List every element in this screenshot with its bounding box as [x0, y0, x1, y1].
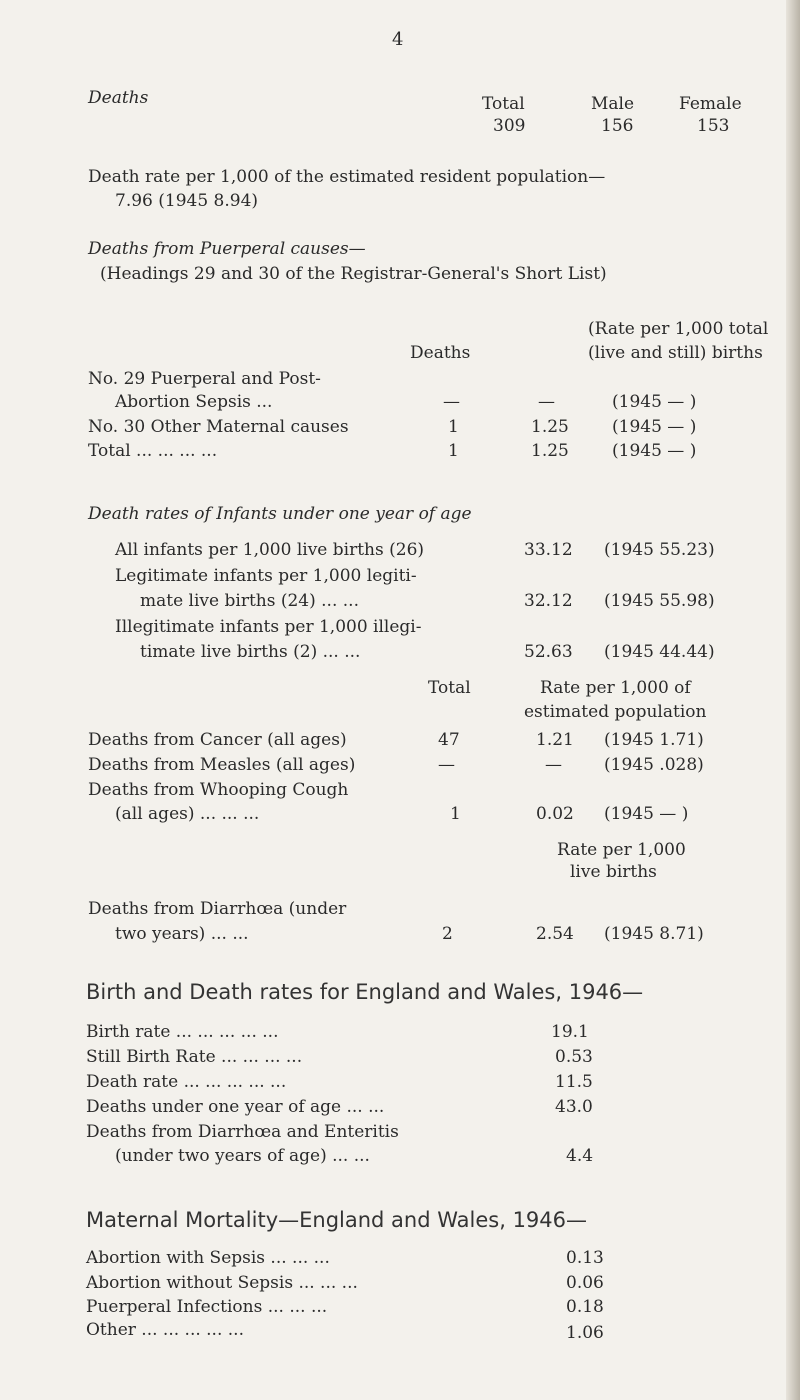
- cancer-prev: (1945 1.71): [604, 730, 704, 750]
- england-wales-heading: Birth and Death rates for England and Wales, 1946—: [86, 980, 644, 1004]
- puerperal-row1-label-line2: Abortion Sepsis ...: [115, 392, 273, 412]
- infants-row3-prev: (1945 44.44): [604, 642, 715, 662]
- infants-row3-label-line2: timate live births (2) ... ...: [140, 642, 361, 662]
- infants-row1-label: All infants per 1,000 live births (26): [115, 540, 425, 560]
- maternal-row1-value: 0.13: [566, 1248, 604, 1268]
- deaths-col-female: Female: [679, 94, 742, 114]
- puerperal-row3-rate: 1.25: [531, 441, 569, 461]
- diseases-col-total: Total: [428, 678, 471, 698]
- deaths-heading: Deaths: [88, 88, 149, 108]
- puerperal-col-rate-line1: (Rate per 1,000 total: [588, 319, 769, 339]
- puerperal-row3-label: Total ... ... ... ...: [88, 441, 218, 461]
- page-number: 4: [392, 29, 404, 50]
- measles-rate: —: [545, 755, 562, 775]
- infants-row1-value: 33.12: [524, 540, 573, 560]
- maternal-row2-value: 0.06: [566, 1273, 604, 1293]
- deaths-col-total: Total: [482, 94, 525, 114]
- death-rate-line2: 7.96 (1945 8.94): [115, 191, 259, 211]
- whooping-total: 1: [450, 804, 461, 824]
- measles-label: Deaths from Measles (all ages): [88, 755, 356, 775]
- puerperal-row1-label-line1: No. 29 Puerperal and Post-: [88, 369, 321, 389]
- maternal-row4-value: 1.06: [566, 1323, 604, 1343]
- ew-death-value: 11.5: [555, 1072, 593, 1092]
- maternal-row4-label: Other ... ... ... ... ...: [86, 1320, 244, 1340]
- puerperal-subheading: (Headings 29 and 30 of the Registrar-General's Short List): [100, 264, 607, 284]
- whooping-rate: 0.02: [536, 804, 574, 824]
- deaths-total: 309: [493, 116, 526, 136]
- diarrhoea-label-line2: two years) ... ...: [115, 924, 249, 944]
- puerperal-heading: Deaths from Puerperal causes—: [88, 239, 366, 259]
- whooping-prev: (1945 — ): [604, 804, 689, 824]
- ew-birth-value: 19.1: [551, 1022, 589, 1042]
- ew-birth-label: Birth rate ... ... ... ... ...: [86, 1022, 279, 1042]
- diarrhoea-prev: (1945 8.71): [604, 924, 704, 944]
- measles-total: —: [438, 755, 455, 775]
- maternal-row3-label: Puerperal Infections ... ... ...: [86, 1297, 328, 1317]
- puerperal-row3-prev: (1945 — ): [612, 441, 697, 461]
- maternal-heading: Maternal Mortality—England and Wales, 1946—: [86, 1208, 588, 1232]
- puerperal-col-deaths: Deaths: [410, 343, 471, 363]
- infants-row3-value: 52.63: [524, 642, 573, 662]
- puerperal-row1-prev: (1945 — ): [612, 392, 697, 412]
- ew-under-one-value: 43.0: [555, 1097, 593, 1117]
- deaths-female: 153: [697, 116, 730, 136]
- measles-prev: (1945 .028): [604, 755, 704, 775]
- ew-still-label: Still Birth Rate ... ... ... ...: [86, 1047, 303, 1067]
- live-rate-line1: Rate per 1,000: [557, 840, 686, 860]
- ew-under-one-label: Deaths under one year of age ... ...: [86, 1097, 385, 1117]
- infants-row2-prev: (1945 55.98): [604, 591, 715, 611]
- ew-diarrhoea-value: 4.4: [566, 1146, 594, 1166]
- infants-row2-label-line1: Legitimate infants per 1,000 legiti-: [115, 566, 417, 586]
- infants-row2-value: 32.12: [524, 591, 573, 611]
- diarrhoea-total: 2: [442, 924, 453, 944]
- deaths-col-male: Male: [591, 94, 635, 114]
- puerperal-row2-deaths: 1: [448, 417, 459, 437]
- diarrhoea-label-line1: Deaths from Diarrhœa (under: [88, 899, 347, 919]
- diseases-col-rate-line2: estimated population: [524, 702, 707, 722]
- diarrhoea-rate: 2.54: [536, 924, 574, 944]
- ew-death-label: Death rate ... ... ... ... ...: [86, 1072, 287, 1092]
- puerperal-row2-label: No. 30 Other Maternal causes: [88, 417, 349, 437]
- puerperal-row2-prev: (1945 — ): [612, 417, 697, 437]
- puerperal-row2-rate: 1.25: [531, 417, 569, 437]
- infants-row1-prev: (1945 55.23): [604, 540, 715, 560]
- ew-diarrhoea-label-line1: Deaths from Diarrhœa and Enteritis: [86, 1122, 399, 1142]
- death-rate-line1: Death rate per 1,000 of the estimated resident population—: [88, 167, 606, 187]
- infants-row2-label-line2: mate live births (24) ... ...: [140, 591, 359, 611]
- maternal-row1-label: Abortion with Sepsis ... ... ...: [86, 1248, 330, 1268]
- maternal-row3-value: 0.18: [566, 1297, 604, 1317]
- ew-still-value: 0.53: [555, 1047, 593, 1067]
- whooping-label-line2: (all ages) ... ... ...: [115, 804, 260, 824]
- puerperal-row1-rate: —: [538, 392, 555, 412]
- infants-row3-label-line1: Illegitimate infants per 1,000 illegi-: [115, 617, 422, 637]
- cancer-rate: 1.21: [536, 730, 574, 750]
- maternal-row2-label: Abortion without Sepsis ... ... ...: [86, 1273, 358, 1293]
- infants-heading: Death rates of Infants under one year of age: [88, 504, 472, 524]
- whooping-label-line1: Deaths from Whooping Cough: [88, 780, 349, 800]
- cancer-total: 47: [438, 730, 460, 750]
- page-edge: [786, 0, 800, 1400]
- puerperal-row3-deaths: 1: [448, 441, 459, 461]
- cancer-label: Deaths from Cancer (all ages): [88, 730, 347, 750]
- diseases-col-rate-line1: Rate per 1,000 of: [540, 678, 691, 698]
- ew-diarrhoea-label-line2: (under two years of age) ... ...: [115, 1146, 370, 1166]
- live-rate-line2: live births: [570, 862, 657, 882]
- puerperal-col-rate-line2: (live and still) births: [588, 343, 763, 363]
- puerperal-row1-deaths: —: [443, 392, 460, 412]
- deaths-male: 156: [601, 116, 634, 136]
